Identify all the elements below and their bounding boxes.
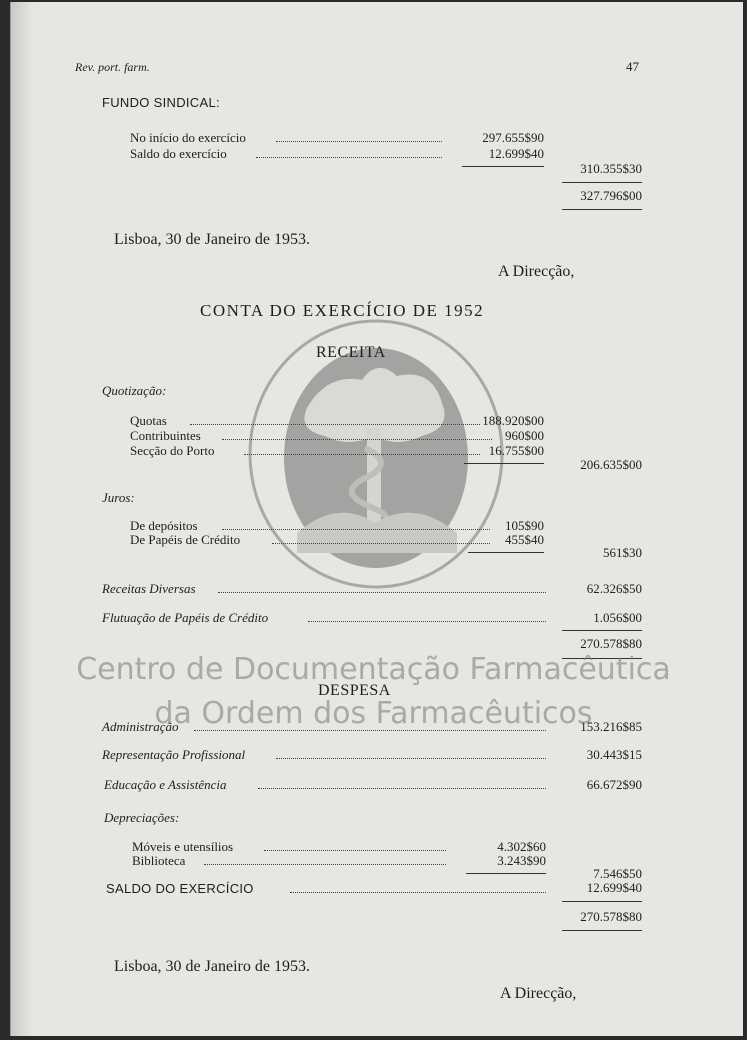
statement-title: CONTA DO EXERCÍCIO DE 1952	[200, 301, 485, 320]
quotizacao-item-label: Quotas	[130, 413, 167, 428]
rule	[562, 901, 642, 902]
fundo-item-value: 297.655$90	[482, 130, 544, 145]
despesa-heading: DESPESA	[318, 682, 391, 699]
depreciacoes-item-value: 3.243$90	[497, 853, 546, 868]
quotizacao-label: Quotização:	[102, 383, 167, 398]
dot-leader	[308, 621, 546, 622]
depreciacoes-total: 7.546$50	[593, 866, 642, 881]
educacao-value: 66.672$90	[586, 777, 642, 792]
rule	[462, 166, 544, 167]
juros-label: Juros:	[102, 490, 135, 505]
flutuacao-label: Flutuação de Papéis de Crédito	[102, 610, 269, 625]
dot-leader	[290, 892, 546, 893]
dot-leader	[258, 788, 546, 789]
despesa-total: 270.578$80	[580, 909, 642, 924]
page-number: 47	[626, 59, 639, 74]
saldo-label: SALDO DO EXERCÍCIO	[106, 881, 254, 896]
juros-total: 561$30	[603, 545, 642, 560]
rule	[562, 182, 642, 183]
juros-item-value: 455$40	[505, 532, 544, 547]
receitas-diversas-value: 62.326$50	[586, 581, 642, 596]
watermark-line: Centro de Documentação Farmacêutica	[76, 652, 671, 687]
dot-leader	[190, 424, 480, 425]
fundo-item-value: 12.699$40	[488, 146, 544, 161]
quotizacao-item-value: 188.920$00	[482, 413, 544, 428]
signature: A Direcção,	[500, 985, 577, 1002]
rule	[562, 630, 642, 631]
depreciacoes-item-label: Biblioteca	[132, 853, 186, 868]
rule	[468, 552, 544, 553]
dot-leader	[276, 758, 546, 759]
quotizacao-item-label: Secção do Porto	[130, 443, 215, 458]
representacao-value: 30.443$15	[586, 747, 642, 762]
quotizacao-total: 206.635$00	[580, 457, 642, 472]
rule	[464, 463, 544, 464]
administracao-label: Administração	[102, 719, 179, 734]
flutuacao-value: 1.056$00	[593, 610, 642, 625]
rule	[562, 930, 642, 931]
page-spine-shadow	[11, 2, 33, 1036]
rule	[562, 209, 642, 210]
dot-leader	[256, 157, 442, 158]
fundo-sindical-title: FUNDO SINDICAL:	[102, 95, 220, 110]
signature: A Direcção,	[498, 263, 575, 280]
quotizacao-item-value: 16.755$00	[488, 443, 544, 458]
receitas-diversas-label: Receitas Diversas	[102, 581, 196, 596]
place-date: Lisboa, 30 de Janeiro de 1953.	[114, 958, 310, 975]
dot-leader	[204, 864, 446, 865]
fundo-total: 327.796$00	[580, 188, 642, 203]
fundo-item-label: No início do exercício	[130, 130, 246, 145]
rule	[466, 873, 546, 874]
depreciacoes-item-value: 4.302$60	[497, 839, 546, 854]
fundo-item-label: Saldo do exercício	[130, 146, 227, 161]
depreciacoes-item-label: Móveis e utensílios	[132, 839, 234, 854]
dot-leader	[276, 141, 442, 142]
receita-total: 270.578$80	[580, 636, 642, 651]
journal-name: Rev. port. farm.	[75, 60, 150, 74]
depreciacoes-label: Depreciações:	[104, 810, 180, 825]
fundo-subtotal: 310.355$30	[580, 161, 642, 176]
saldo-value: 12.699$40	[586, 880, 642, 895]
juros-item-label: De Papéis de Crédito	[130, 532, 241, 547]
juros-item-label: De depósitos	[130, 518, 198, 533]
dot-leader	[264, 850, 446, 851]
quotizacao-item-label: Contribuintes	[130, 428, 201, 443]
representacao-label: Representação Profissional	[102, 747, 246, 762]
dot-leader	[218, 592, 546, 593]
place-date: Lisboa, 30 de Janeiro de 1953.	[114, 231, 310, 248]
juros-item-value: 105$90	[505, 518, 544, 533]
watermark-line: da Ordem dos Farmacêuticos	[154, 696, 593, 731]
educacao-label: Educação e Assistência	[104, 777, 227, 792]
quotizacao-item-value: 960$00	[505, 428, 544, 443]
receita-heading: RECEITA	[316, 344, 386, 361]
dot-leader	[244, 454, 480, 455]
administracao-value: 153.216$85	[580, 719, 642, 734]
